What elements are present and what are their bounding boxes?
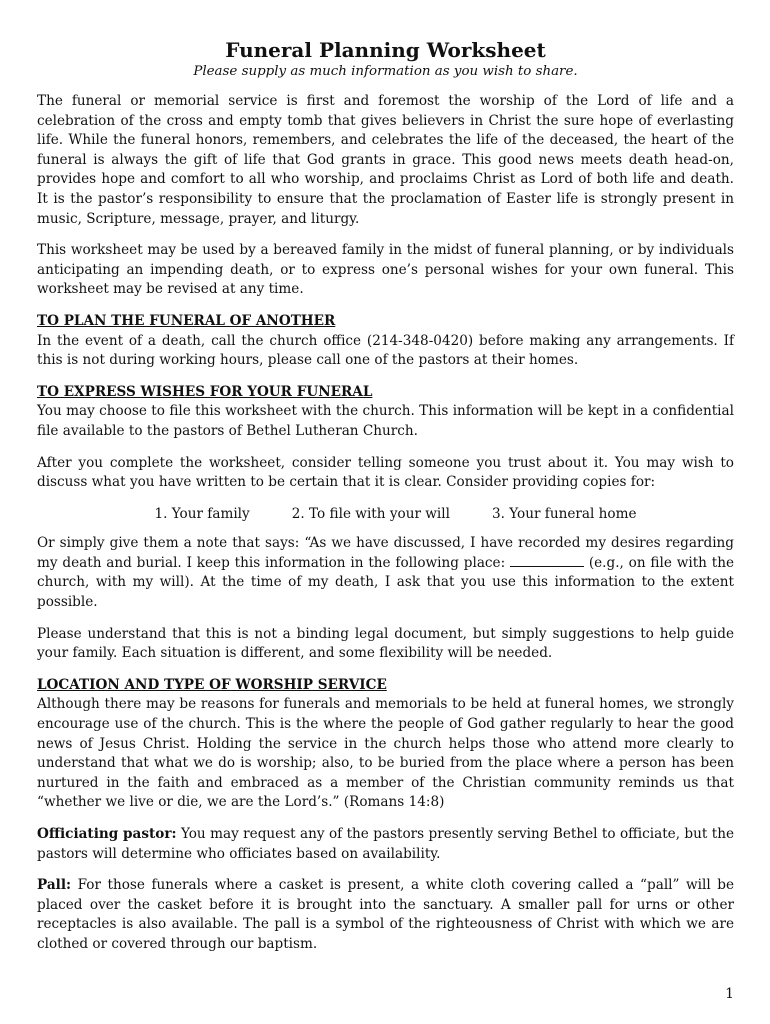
page-title: Funeral Planning Worksheet xyxy=(225,38,546,62)
intro-paragraph-2: This worksheet may be used by a bereaved family in the midst of funeral planning, or by individuals anticipating an impending death, or to express one’s personal wishes for your own funeral. This worksheet may be revised at any time. xyxy=(37,242,734,298)
worksheet-page xyxy=(37,38,734,967)
pall-label: Pall: xyxy=(37,877,72,894)
copies-list xyxy=(37,505,734,525)
page-number: 1 xyxy=(725,986,734,1002)
pall-body: For those funerals where a casket is present, a white cloth covering called a “pall” will be placed over the casket before it is brought into the sanctuary. A smaller pall for urns or other receptacles is also available. The pall is a symbol of the righteousness of Christ with which we are clothed or covered through our baptism. xyxy=(37,877,734,952)
location-heading: LOCATION AND TYPE OF WORSHIP SERVICE xyxy=(37,676,387,693)
plan-another-section xyxy=(37,312,734,371)
note-paragraph xyxy=(37,534,734,612)
officiating-body: You may request any of the pastors presently serving Bethel to officiate, but the pastors will determine who officiates based on availability. xyxy=(37,826,735,862)
express-wishes-heading: TO EXPRESS WISHES FOR YOUR FUNERAL xyxy=(37,383,373,400)
location-body: Although there may be reasons for funerals and memorials to be held at funeral homes, we strongly encourage use of the church. This is the where the people of God gather regularly to hear the good news of Jesus Christ. Holding the service in the church helps those who attend more clearly to understand that what we do is worship; also, to be buried from the place where a person has been nurtured in the faith and embraced as a member of the Christian community reminds us that “whether we live or die, we are the Lord’s.” (Romans 14:8) xyxy=(37,696,734,811)
officiating-paragraph xyxy=(37,825,734,864)
page-subtitle: Please supply as much information as you wish to share. xyxy=(193,64,578,79)
pall-paragraph xyxy=(37,876,734,954)
copies-item-will: 2. To file with your will xyxy=(291,505,450,522)
copies-item-family: 1. Your family xyxy=(154,505,250,522)
express-wishes-section xyxy=(37,383,734,442)
express-wishes-body: You may choose to file this worksheet with the church. This information will be kept in a confidential file available to the pastors of Bethel Lutheran Church. xyxy=(37,403,734,439)
location-section xyxy=(37,676,734,813)
plan-another-body: In the event of a death, call the church office (214-348-0420) before making any arrangements. If this is not during working hours, please call one of the pastors at their homes. xyxy=(37,332,734,369)
plan-another-heading: TO PLAN THE FUNERAL OF ANOTHER xyxy=(37,312,336,329)
note-text-end: (e.g., on file with the church, with my will). At the time of my death, I ask that you use this information to the extent possible. xyxy=(37,554,735,611)
after-complete-paragraph: After you complete the worksheet, consider telling someone you trust about it. You may wish to discuss what you have written to be certain that it is clear. Consider providing copies for: xyxy=(37,454,734,491)
understand-paragraph: Please understand that this is not a binding legal document, but simply suggestions to help guide your family. Each situation is different, and some flexibility will be needed. xyxy=(37,625,734,662)
location-blank-line xyxy=(510,554,584,567)
officiating-label: Officiating pastor: xyxy=(37,826,177,842)
intro-paragraph-1: The funeral or memorial service is first and foremost the worship of the Lord of life and a celebration of the cross and empty tomb that gives believers in Christ the sure hope of everlasting life. While the funeral honors, remembers, and celebrates the life of the deceased, the heart of the funeral is always the gift of life that God grants in grace. This good news meets death head-on, provides hope and comfort to all who worship, and proclaims Christ as Lord of both life and death. It is the pastor’s responsibility to ensure that the proclamation of Easter life is strongly present in music, Scripture, message, prayer, and liturgy. xyxy=(37,93,734,227)
note-text-start: Or simply give them a note that says: “As we have discussed, I have recorded my desires regarding my death and burial. I keep this information in the following place: xyxy=(37,535,734,571)
copies-item-funeral-home: 3. Your funeral home xyxy=(491,505,637,522)
